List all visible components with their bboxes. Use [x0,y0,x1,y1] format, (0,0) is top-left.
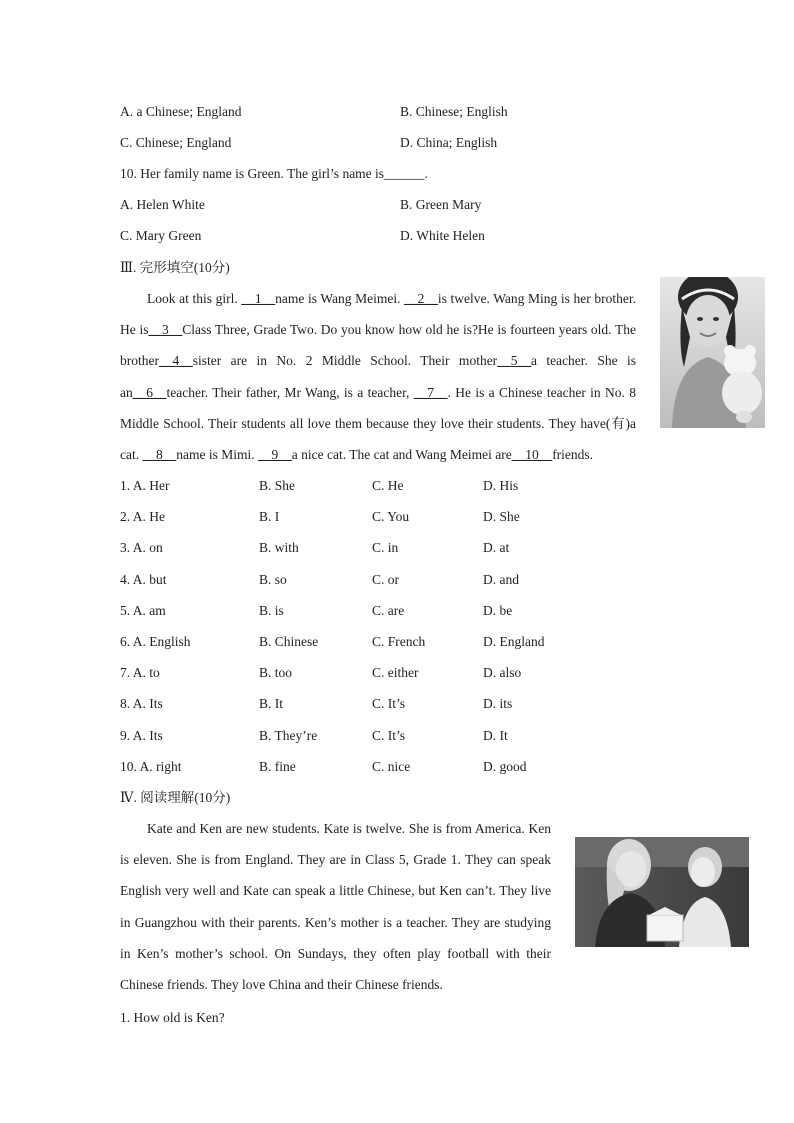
cloze-blank: __4__ [158,353,193,369]
q10-option-c: C. Mary Green [120,228,202,243]
cloze-option-row [120,507,520,527]
q9-option-d: D. China; English [400,135,498,150]
cloze-option-a: 7. A. to [120,665,160,681]
cloze-option-a: 1. A. Her [120,478,170,493]
cloze-blank: __8__ [142,447,177,463]
cloze-option-b: B. too [259,665,293,681]
section-3-heading: Ⅲ. 完形填空(10分) [120,260,230,275]
cloze-option-d: D. It [483,727,508,743]
cloze-option-b: B. with [259,540,299,556]
cloze-option-b: B. She [259,478,296,493]
cloze-option-a: 9. A. Its [120,727,163,743]
cloze-option-d: D. His [483,478,519,493]
cloze-option-a: 5. A. am [120,602,166,618]
passage-text: name is Mimi. [176,447,258,463]
cloze-option-d: D. and [483,571,519,587]
cloze-option-c: C. either [372,665,419,681]
q10-option-d: D. White Helen [400,228,485,243]
passage-text: name is Wang Meimei. [275,291,405,306]
passage-text: Class Three, Grade Two. Do you know how old he is?He is fourteen years old. The brother [120,322,636,369]
cloze-option-c: C. are [372,602,405,618]
cloze-blank: __9__ [258,447,292,463]
cloze-blank: __5__ [497,353,531,369]
q10-stem: 10. Her family name is Green. The girl’s name is______. [120,166,428,181]
cloze-option-b: B. It [259,696,284,712]
q9-options-row-1 [120,102,508,122]
reading-question-1: 1. How old is Ken? [120,1010,225,1025]
cloze-option-b: B. I [259,509,280,525]
cloze-option-row [120,538,509,558]
cloze-option-d: D. at [483,540,510,556]
two-girls-gift-photo [575,837,749,947]
cloze-option-c: C. It’s [372,696,406,712]
cloze-option-a: 8. A. Its [120,696,163,712]
cloze-option-c: C. It’s [372,727,406,743]
passage-text: friends. [552,447,594,463]
cloze-passage [120,283,636,470]
cloze-blank: __7__ [413,384,448,400]
cloze-option-a: 4. A. but [120,571,167,587]
cloze-option-a: 6. A. English [120,634,191,649]
cloze-blank: __2__ [404,291,438,306]
q10-options-row-2 [120,226,485,246]
cloze-option-b: B. Chinese [259,634,319,649]
q10-options-row-1 [120,195,481,215]
cloze-option-c: C. You [372,509,410,525]
cloze-option-a: 2. A. He [120,509,165,525]
reading-passage: Kate and Ken are new students. Kate is twelve. She is from America. Ken is eleven. She is from England. They are in Class 5, Grade 1. They can speak English very well and Kate can speak a little Chinese, but Ken can’t. They live in Guangzhou with their parents. Ken’s mother is a teacher. They are studying in Ken’s mother’s school. On Sundays, they often play football with their Chinese friends. They love China and their Chinese friends. [120,821,551,993]
cloze-option-c: C. or [372,571,399,587]
cloze-option-c: C. in [372,540,399,556]
cloze-option-d: D. good [483,758,527,774]
cloze-option-c: C. nice [372,758,411,774]
passage-text: a teacher. She is an [120,353,636,400]
cloze-blank: __10__ [511,447,553,463]
passage-text: sister are in No. 2 Middle School. Their mother [192,353,498,369]
passage-text: a nice cat. The cat and Wang Meimei are [291,447,512,463]
girl-with-teddy-photo [660,277,765,428]
passage-text: . He is a Chinese teacher in No. 8 Middle School. Their students all love them because they love their students. They have(有)a cat. [120,384,636,463]
cloze-option-d: D. England [483,634,545,649]
cloze-option-row [120,476,518,496]
cloze-option-d: D. its [483,696,513,712]
cloze-option-row [120,757,527,777]
cloze-option-a: 3. A. on [120,540,163,556]
q9-option-a: A. a Chinese; England [120,104,242,119]
cloze-option-row [120,663,521,683]
cloze-option-d: D. She [483,509,520,525]
passage-text: is twelve. Wang Ming is her brother. He is [120,291,636,338]
q10-option-a: A. Helen White [120,197,205,212]
cloze-option-a: 10. A. right [120,758,182,774]
cloze-option-b: B. so [259,571,287,587]
cloze-option-b: B. fine [259,758,296,774]
cloze-option-row [120,601,512,621]
cloze-option-b: B. They’re [259,727,318,743]
q10-option-b: B. Green Mary [400,197,482,212]
cloze-option-row [120,570,519,590]
cloze-option-c: C. French [372,634,426,649]
cloze-blank: __1__ [241,291,276,306]
cloze-option-c: C. He [372,478,404,493]
passage-text: Look at this girl. [147,291,242,306]
cloze-option-row [120,694,512,714]
cloze-option-row [120,632,545,652]
cloze-blank: __6__ [132,384,167,400]
cloze-option-row [120,726,508,746]
passage-text: teacher. Their father, Mr Wang, is a teacher, [166,384,414,400]
q9-option-b: B. Chinese; English [400,104,508,119]
cloze-blank: __3__ [148,322,183,338]
cloze-option-d: D. be [483,602,513,618]
cloze-option-b: B. is [259,602,284,618]
cloze-option-d: D. also [483,665,522,681]
q9-options-row-2 [120,133,497,153]
q9-option-c: C. Chinese; England [120,135,232,150]
section-4-heading: Ⅳ. 阅读理解(10分) [120,790,231,805]
